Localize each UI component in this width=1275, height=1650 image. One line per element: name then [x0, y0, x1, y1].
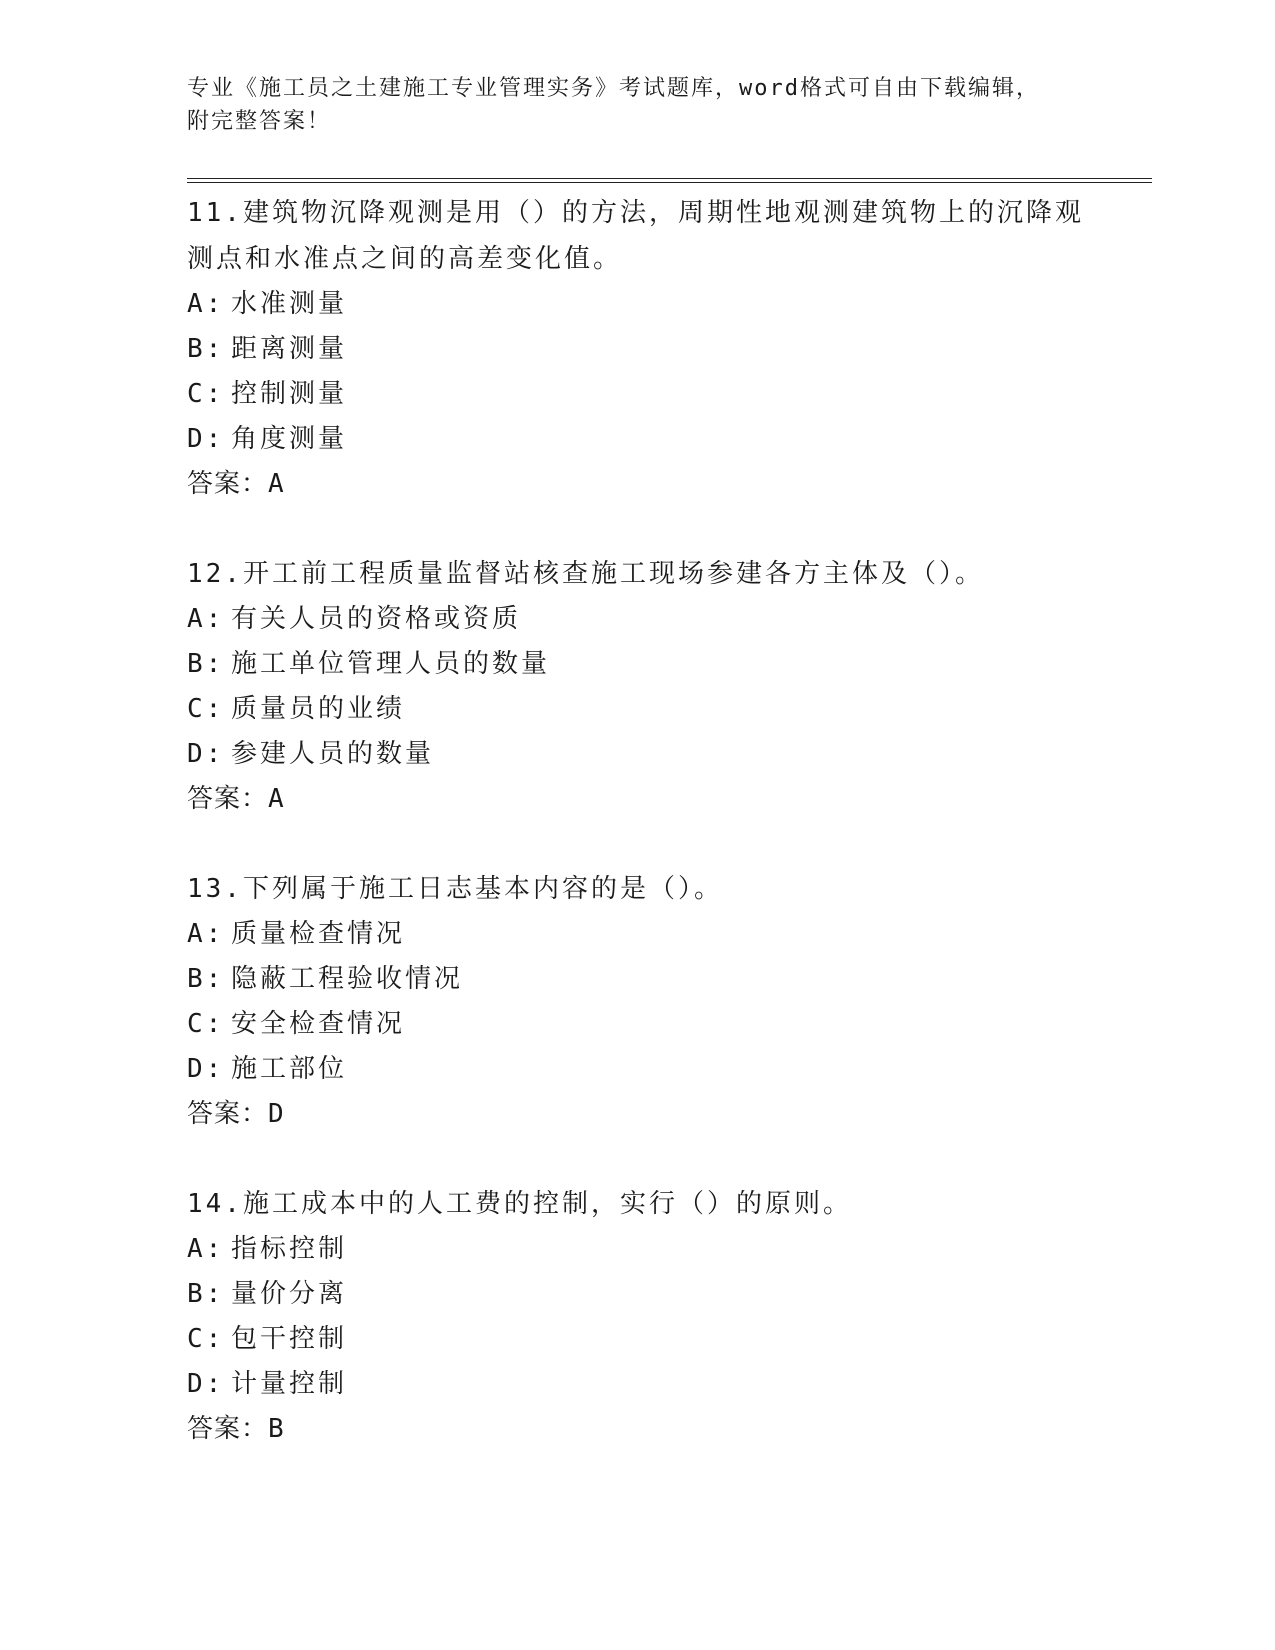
option-text: 施工单位管理人员的数量 — [231, 649, 551, 679]
option-key: B: — [187, 1279, 225, 1309]
option-a — [187, 912, 1152, 957]
option-text: 质量员的业绩 — [231, 694, 406, 724]
question-13 — [187, 866, 1152, 1137]
option-d — [187, 732, 1152, 777]
question-stem: 12.开工前工程质量监督站核查施工现场参建各方主体及（）。 — [187, 559, 984, 589]
option-c — [187, 1317, 1152, 1362]
option-d — [187, 1362, 1152, 1407]
option-key: A: — [187, 604, 225, 634]
option-text: 隐蔽工程验收情况 — [231, 964, 464, 994]
option-text: 控制测量 — [231, 379, 348, 409]
option-key: A: — [187, 1234, 225, 1264]
option-key: D: — [187, 739, 225, 769]
option-c — [187, 687, 1152, 732]
answer-label: 答案： — [187, 469, 269, 499]
option-a — [187, 597, 1152, 642]
option-b — [187, 957, 1152, 1002]
option-key: D: — [187, 1369, 225, 1399]
option-text: 施工部位 — [231, 1054, 348, 1084]
option-text: 安全检查情况 — [231, 1009, 406, 1039]
option-b — [187, 327, 1152, 372]
answer-value: D — [268, 1099, 287, 1129]
option-key: A: — [187, 289, 225, 319]
question-stem: 11.建筑物沉降观测是用（）的方法，周期性地观测建筑物上的沉降观测点和水准点之间的高差变化值。 — [187, 198, 1084, 274]
question-11 — [187, 190, 1152, 507]
option-text: 量价分离 — [231, 1279, 348, 1309]
answer-line — [187, 462, 1152, 507]
option-text: 参建人员的数量 — [231, 739, 435, 769]
option-key: B: — [187, 649, 225, 679]
answer-label: 答案： — [187, 1414, 269, 1444]
question-14 — [187, 1181, 1152, 1452]
answer-value: A — [268, 784, 287, 814]
option-key: D: — [187, 424, 225, 454]
answer-label: 答案： — [187, 784, 269, 814]
option-text: 水准测量 — [231, 289, 348, 319]
option-text: 计量控制 — [231, 1369, 348, 1399]
option-key: C: — [187, 694, 225, 724]
option-a — [187, 282, 1152, 327]
option-key: C: — [187, 379, 225, 409]
option-d — [187, 417, 1152, 462]
question-stem: 13.下列属于施工日志基本内容的是（）。 — [187, 874, 723, 904]
option-c — [187, 1002, 1152, 1047]
option-key: C: — [187, 1009, 225, 1039]
option-d — [187, 1047, 1152, 1092]
option-key: D: — [187, 1054, 225, 1084]
question-list — [187, 190, 1152, 1496]
answer-label: 答案： — [187, 1099, 269, 1129]
answer-value: A — [268, 469, 287, 499]
header-line-2: 附完整答案！ — [187, 109, 332, 134]
option-text: 距离测量 — [231, 334, 348, 364]
option-text: 包干控制 — [231, 1324, 348, 1354]
option-key: A: — [187, 919, 225, 949]
document-header — [187, 72, 1047, 138]
option-key: B: — [187, 334, 225, 364]
question-stem: 14.施工成本中的人工费的控制，实行（）的原则。 — [187, 1189, 852, 1219]
option-text: 角度测量 — [231, 424, 348, 454]
header-line-1: 专业《施工员之土建施工专业管理实务》考试题库，word格式可自由下载编辑， — [187, 76, 1040, 101]
header-divider — [187, 178, 1152, 183]
option-b — [187, 1272, 1152, 1317]
option-text: 质量检查情况 — [231, 919, 406, 949]
answer-line — [187, 1092, 1152, 1137]
option-key: B: — [187, 964, 225, 994]
answer-value: B — [268, 1414, 287, 1444]
option-key: C: — [187, 1324, 225, 1354]
option-b — [187, 642, 1152, 687]
option-c — [187, 372, 1152, 417]
question-12 — [187, 551, 1152, 822]
option-text: 指标控制 — [231, 1234, 348, 1264]
answer-line — [187, 777, 1152, 822]
option-text: 有关人员的资格或资质 — [231, 604, 522, 634]
answer-line — [187, 1407, 1152, 1452]
option-a — [187, 1227, 1152, 1272]
